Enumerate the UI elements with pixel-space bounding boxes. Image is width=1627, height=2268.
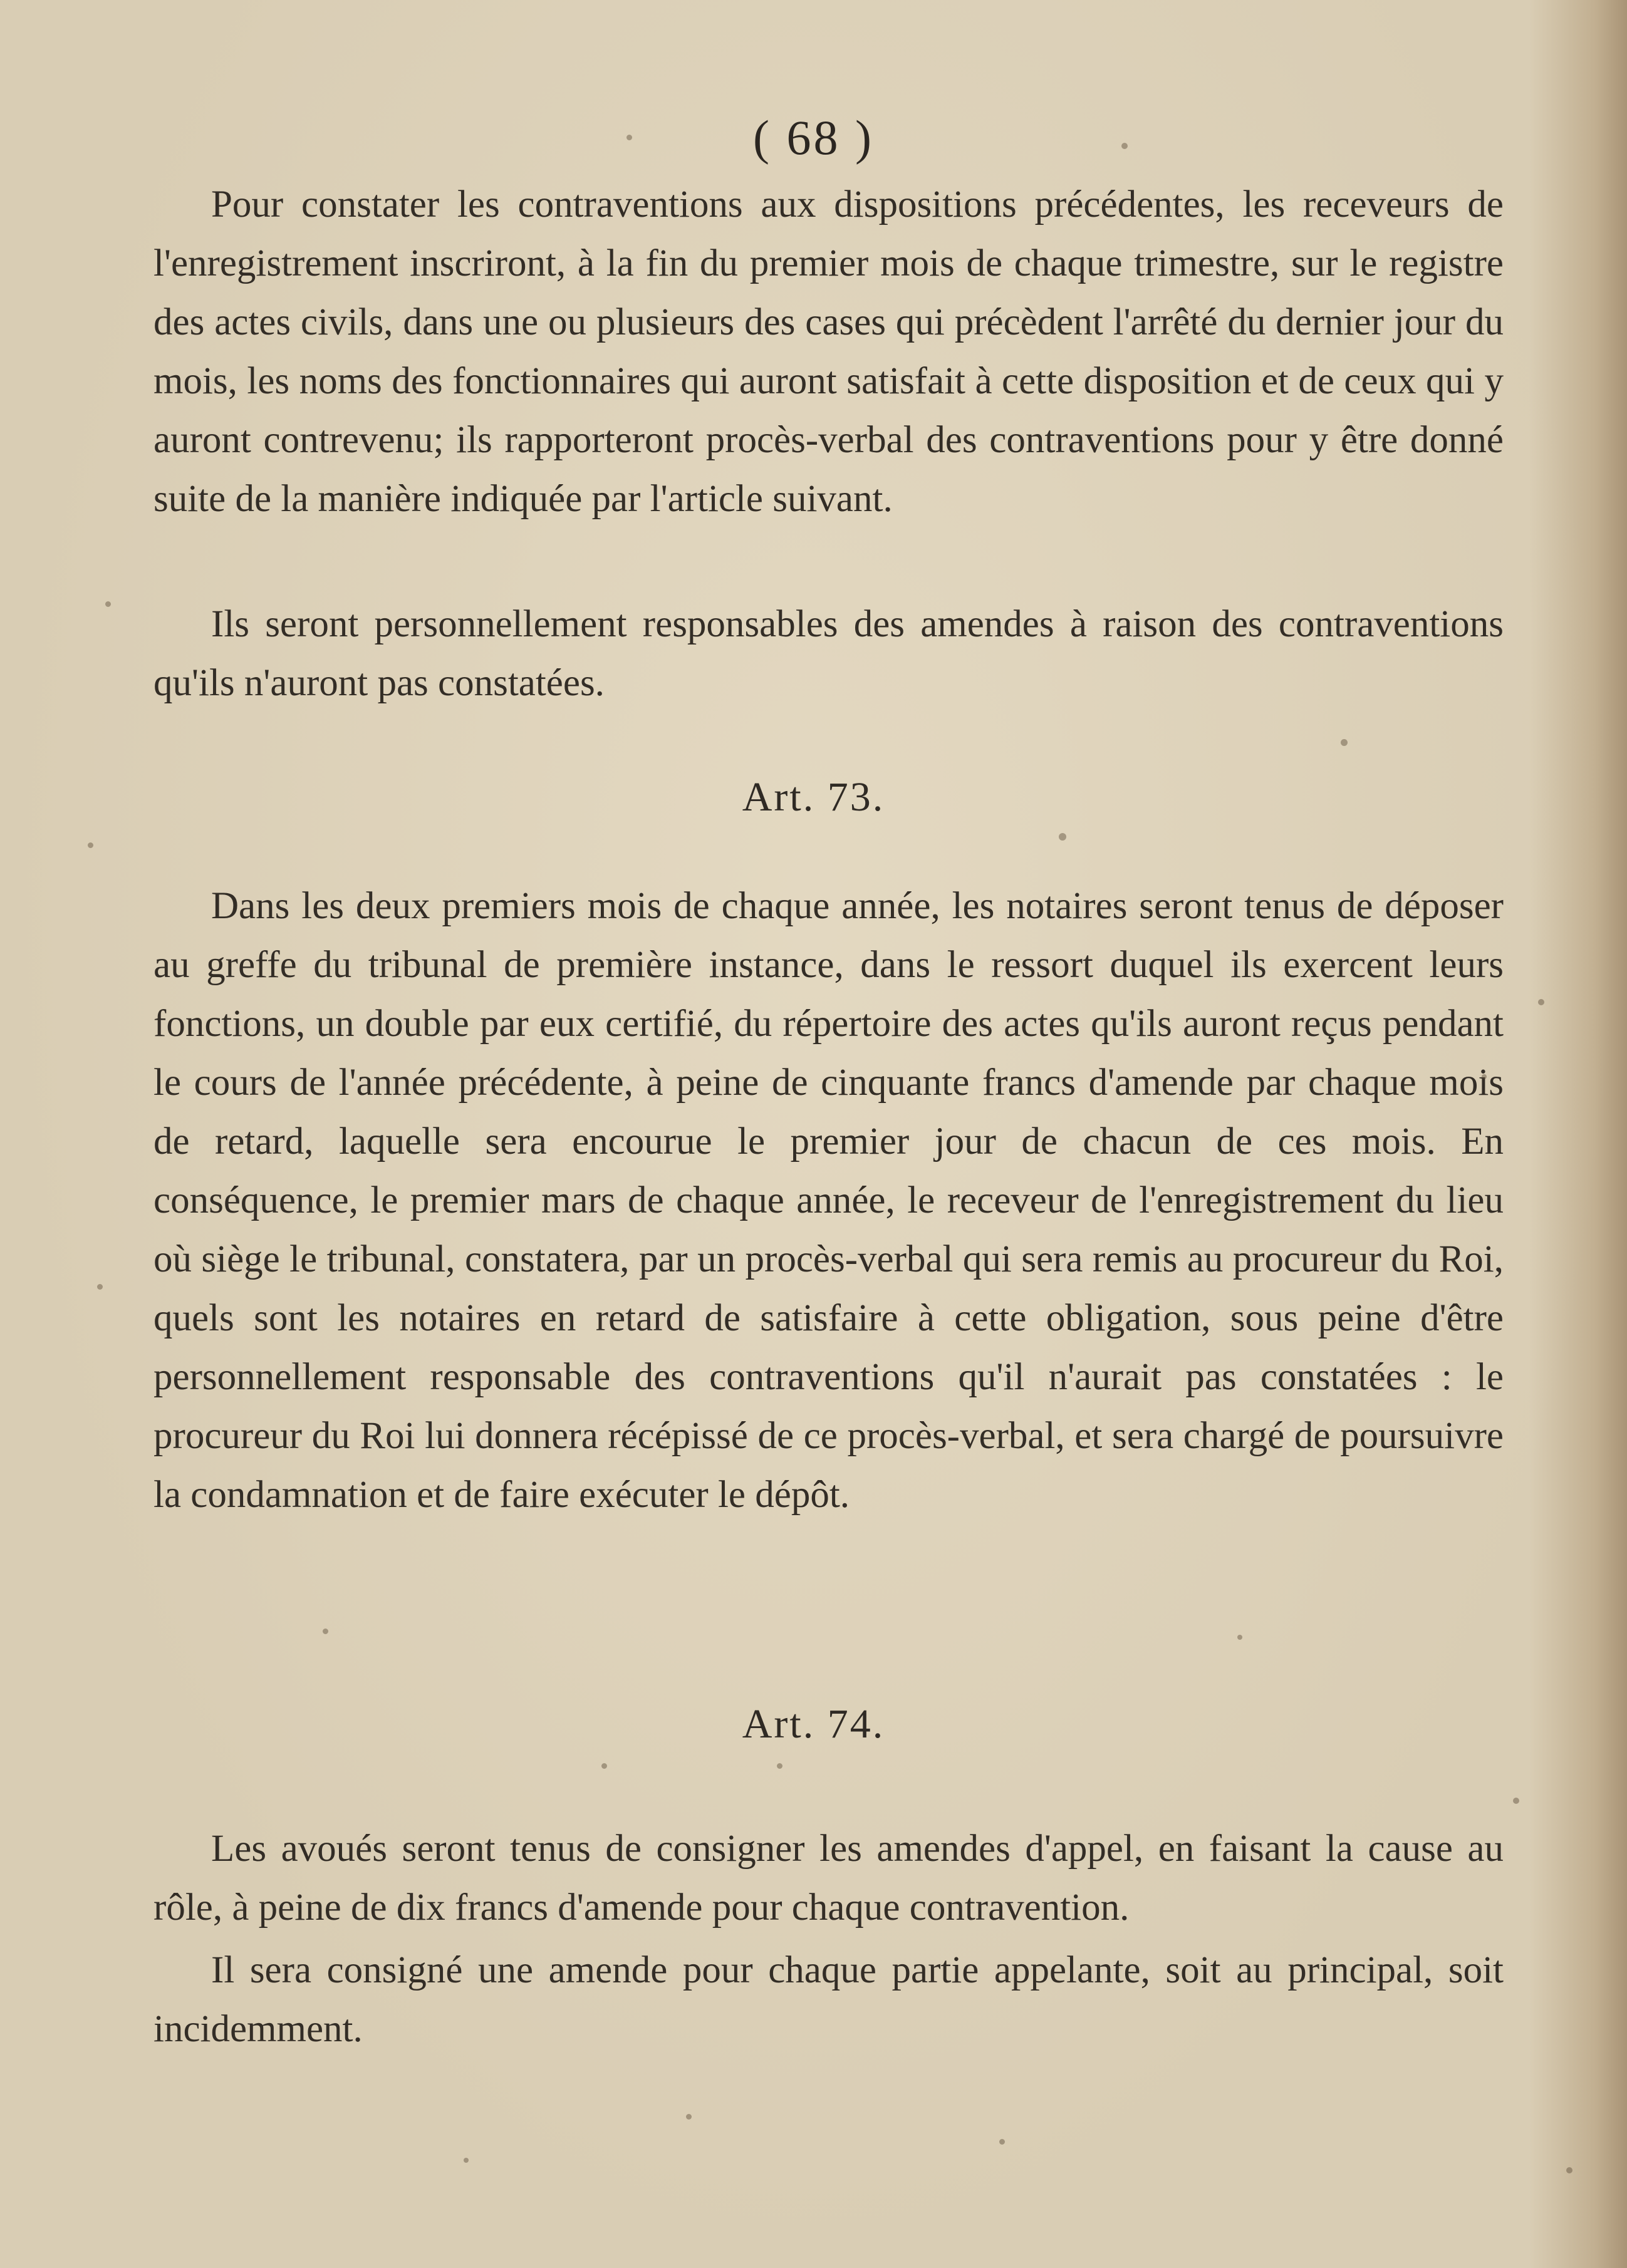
paper-speck <box>626 135 632 140</box>
paper-speck <box>464 2158 469 2163</box>
paper-speck <box>1566 2167 1572 2173</box>
article-74-heading: Art. 74. <box>742 1701 885 1747</box>
section-1-text <box>153 175 1504 529</box>
paper-speck <box>1538 999 1544 1005</box>
paper-speck <box>1513 1798 1519 1804</box>
paragraph: Les avoués seront tenus de consigner les amendes d'appel, en faisant la cause au rôle, à peine de dix francs d'amende pour chaque contravention. <box>153 1828 1504 1929</box>
paragraph: Ils seront personnellement responsables des amendes à raison des contraventions qu'ils n'auront pas constatées. <box>153 603 1504 704</box>
paper-speck <box>999 2139 1005 2145</box>
paper-speck <box>601 1763 607 1769</box>
page-number: ( 68 ) <box>753 110 874 165</box>
paper-speck <box>88 842 93 848</box>
article-73-heading: Art. 73. <box>742 774 885 820</box>
paper-speck <box>1482 1074 1487 1079</box>
paper-speck <box>777 1763 782 1769</box>
paper-speck <box>1341 739 1348 746</box>
paragraph: Dans les deux premiers mois de chaque année, les notaires seront tenus de déposer au greffe du tribunal de première instance, dans le ressort duquel ils exercent leurs fonctions, un double par eux certifié, du répertoire des actes qu'ils auront reçus pendant le cours de l'année précédente, à peine de cinquante francs d'amende par chaque mois de retard, laquelle sera encourue le premier jour de chacun de ces mois. En conséquence, le premier mars de chaque année, le receveur de l'enregistrement du lieu où siège le tribunal, constatera, par un procès-verbal qui sera remis au procureur du Roi, quels sont les notaires en retard de satisfaire à cette obligation, sous peine d'être personnellement responsable des contraventions qu'il n'aurait pas constatées : le procureur du Roi lui donnera récépissé de ce procès-verbal, et sera chargé de poursuivre la condamnation et de faire exécuter le dépôt. <box>153 885 1504 1516</box>
paper-speck <box>1237 1635 1242 1640</box>
paper-speck <box>105 601 111 607</box>
article-73-text <box>153 877 1504 1525</box>
paragraph: Pour constater les contraventions aux dispositions précédentes, les receveurs de l'enregistrement inscriront, à la fin du premier mois de chaque trimestre, sur le registre des actes civils, dans une ou plusieurs des cases qui précèdent l'arrêté du dernier jour du mois, les noms des fonctionnaires qui auront satisfait à cette disposition et de ceux qui y auront contrevenu; ils rapporteront procès-verbal des contraventions pour y être donné suite de la manière indiquée par l'article suivant. <box>153 184 1504 520</box>
paper-speck <box>686 2114 692 2120</box>
paper-speck <box>1059 833 1066 841</box>
article-74-text <box>153 1820 1504 2059</box>
paper-speck <box>1121 143 1128 149</box>
section-1-text-continued <box>153 595 1504 713</box>
paper-speck <box>323 1629 328 1634</box>
paper-speck <box>97 1284 103 1290</box>
paragraph: Il sera consigné une amende pour chaque partie appelante, soit au principal, soit incidemment. <box>153 1949 1504 2050</box>
